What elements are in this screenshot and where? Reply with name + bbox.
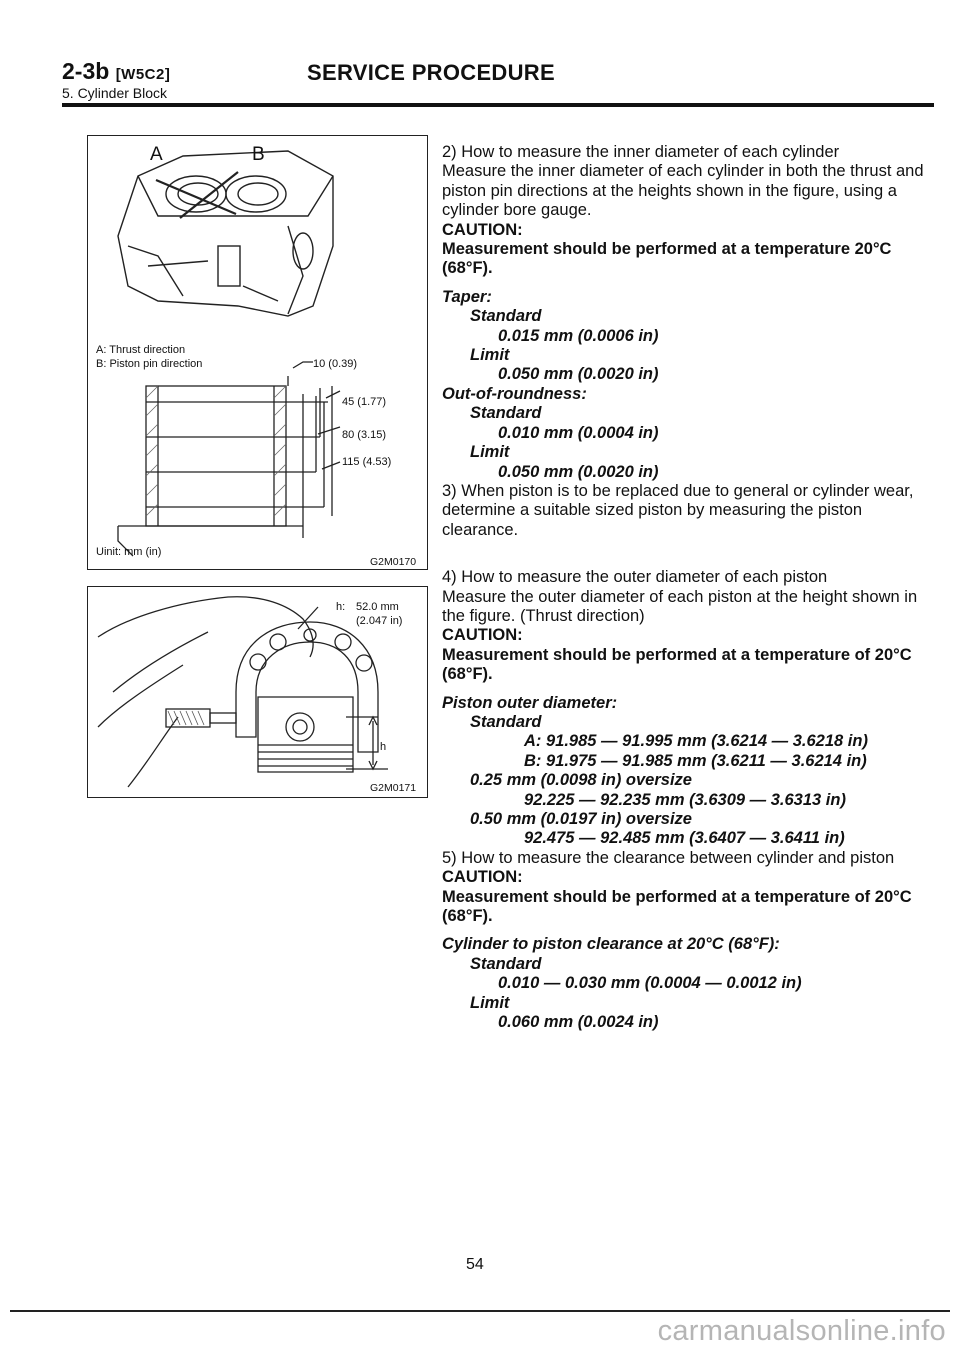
step-2-heading: 2) How to measure the inner diameter of each cylinder: [442, 143, 840, 161]
procedure-text: [442, 143, 932, 1032]
caution-text: Measurement should be performed at a temperature of 20°C (68°F).: [442, 645, 912, 684]
section-number: 2-3b: [62, 58, 110, 84]
page-number: 54: [466, 1256, 484, 1273]
taper-heading: Taper:: [442, 287, 492, 306]
figure-code: G2M0171: [370, 782, 417, 794]
taper-limit-value: 0.050 mm (0.0020 in): [498, 365, 659, 384]
piston-outer-diameter-heading: Piston outer diameter:: [442, 693, 618, 712]
legend-thrust-direction: A: Thrust direction: [96, 344, 186, 356]
h-value-mm: 52.0 mm: [356, 601, 399, 613]
clearance-standard-value: 0.010 — 0.030 mm (0.0004 — 0.0012 in): [498, 974, 802, 993]
step-4-text: Measure the outer diameter of each piston at the height shown in the figure. (Thrust direction): [442, 587, 918, 625]
caution-label: CAUTION:: [442, 868, 523, 887]
h-marker: h: [380, 741, 387, 753]
section-subcode: [W5C2]: [115, 66, 171, 83]
footer-rule: [10, 1310, 950, 1312]
section-subtitle: 5. Cylinder Block: [62, 85, 168, 101]
step-4-heading: 4) How to measure the outer diameter of each piston: [442, 568, 828, 587]
dimension-45mm: 45 (1.77): [342, 396, 387, 408]
direction-label-a: A: [150, 144, 163, 165]
unit-note: Uinit: mm (in): [96, 546, 162, 558]
clearance-limit-value: 0.060 mm (0.0024 in): [498, 1013, 659, 1032]
oor-limit-value: 0.050 mm (0.0020 in): [498, 462, 659, 481]
oversize-025-label: 0.25 mm (0.0098 in) oversize: [470, 771, 692, 790]
step-3-text: 3) When piston is to be replaced due to general or cylinder wear, determine a suitable sized piston by measuring the piston clearance.: [442, 481, 914, 539]
direction-label-b: B: [252, 144, 265, 165]
caution-text: Measurement should be performed at a temperature of 20°C (68°F).: [442, 887, 912, 926]
section-code: [62, 58, 170, 85]
figure-code: G2M0170: [370, 556, 417, 568]
pod-standard-label: Standard: [470, 712, 542, 731]
step-2-text: Measure the inner diameter of each cylinder in both the thrust and piston pin directions at the heights shown in the figure, using a cylinder bore gauge.: [442, 162, 924, 220]
caution-label: CAUTION:: [442, 220, 523, 239]
clearance-limit-label: Limit: [470, 993, 510, 1012]
step-5-heading: 5) How to measure the clearance between cylinder and piston: [442, 848, 895, 867]
caution-text: Measurement should be performed at a temperature 20°C (68°F).: [442, 240, 892, 278]
dimension-115mm: 115 (4.53): [342, 456, 392, 468]
oor-standard-label: Standard: [470, 404, 542, 423]
oversize-025-value: 92.225 — 92.235 mm (3.6309 — 3.6313 in): [524, 790, 846, 809]
out-of-roundness-heading: Out-of-roundness:: [442, 384, 587, 403]
clearance-standard-label: Standard: [470, 954, 542, 973]
oor-limit-label: Limit: [470, 443, 510, 462]
cylinder-block-figure: [87, 135, 428, 570]
pod-standard-a: A: 91.985 — 91.995 mm (3.6214 — 3.6218 in): [524, 732, 868, 751]
piston-micrometer-figure: [87, 586, 428, 798]
caution-label: CAUTION:: [442, 626, 523, 645]
watermark: carmanualsonline.info: [657, 1315, 946, 1347]
header-rule: [62, 103, 934, 107]
taper-standard-label: Standard: [470, 307, 542, 326]
taper-standard-value: 0.015 mm (0.0006 in): [498, 326, 659, 345]
page-title: SERVICE PROCEDURE: [307, 60, 555, 85]
oversize-050-value: 92.475 — 92.485 mm (3.6407 — 3.6411 in): [524, 829, 845, 848]
oversize-050-label: 0.50 mm (0.0197 in) oversize: [470, 810, 692, 828]
pod-standard-b: B: 91.975 — 91.985 mm (3.6211 — 3.6214 in): [524, 751, 867, 770]
oor-standard-value: 0.010 mm (0.0004 in): [498, 423, 659, 442]
h-label: h:: [336, 601, 346, 613]
dimension-10mm: 10 (0.39): [313, 358, 358, 370]
dimension-80mm: 80 (3.15): [342, 429, 387, 441]
clearance-heading: Cylinder to piston clearance at 20°C (68°F):: [442, 935, 780, 954]
taper-limit-label: Limit: [470, 346, 510, 365]
h-value-in: (2.047 in): [356, 615, 403, 627]
legend-piston-pin-direction: B: Piston pin direction: [96, 358, 203, 370]
